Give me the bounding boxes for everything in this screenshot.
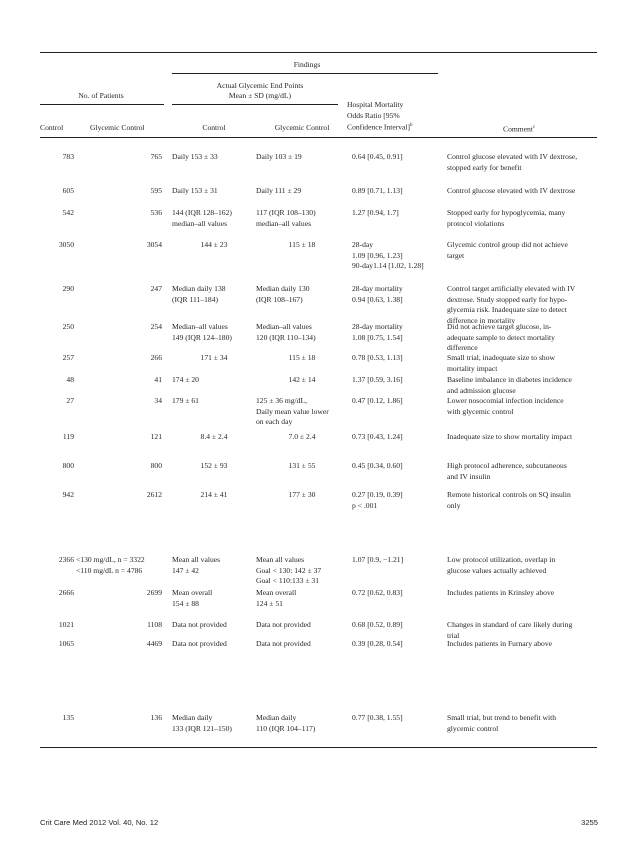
cell-odds-ratio-line: 28-day mortality <box>352 284 403 293</box>
cell-n-glycemic-line: 536 <box>150 208 162 217</box>
cell-odds-ratio-line: p < .001 <box>352 500 378 510</box>
cell-n-control-line: 2666 <box>58 588 74 597</box>
cell-n-control-line: 1021 <box>58 620 74 629</box>
header-col-comment-text: Comment <box>503 124 533 134</box>
header-col-comment <box>503 123 535 135</box>
cell-odds-ratio-line: 0.64 [0.45, 0.91] <box>352 152 403 161</box>
cell-odds-ratio-line: 90-day1.14 [1.02, 1.28] <box>352 261 424 270</box>
cell-comment-line: Control glucose elevated with IV dextrose <box>447 186 576 195</box>
cell-comment-line: only <box>447 500 461 510</box>
cell-n-glycemic-line: 254 <box>150 322 162 331</box>
cell-n-glycemic <box>76 432 162 443</box>
endpoints-underline <box>172 104 338 105</box>
cell-n-control <box>40 186 74 197</box>
cell-glycemic-value <box>256 639 348 650</box>
cell-control-value-line: Daily 153 ± 33 <box>172 152 218 161</box>
cell-comment <box>447 186 599 197</box>
cell-glycemic-value-line: 115 ± 18 <box>288 353 316 362</box>
cell-glycemic-value-line: 110 (IQR 104–117) <box>256 723 316 733</box>
cell-comment-line: difference <box>447 343 478 352</box>
cell-n-glycemic <box>76 555 162 576</box>
cell-n-glycemic <box>76 490 162 501</box>
cell-glycemic-value-line: Daily 103 ± 19 <box>256 152 302 161</box>
cell-comment-line: Lower nosocomial infection incidence <box>447 396 564 405</box>
cell-n-glycemic <box>76 208 162 219</box>
cell-glycemic-value <box>256 208 348 229</box>
header-col-glycemic: Glycemic Control <box>90 123 145 132</box>
cell-odds-ratio-line: 1.08 [0.75, 1.54] <box>352 332 403 342</box>
cell-control-value <box>172 353 256 364</box>
cell-comment-line: Remote historical controls on SQ insulin <box>447 490 571 499</box>
cell-comment <box>447 620 599 641</box>
cell-n-control-line: 542 <box>62 208 74 217</box>
cell-glycemic-value-line: 124 ± 51 <box>256 598 283 608</box>
cell-glycemic-value <box>256 555 348 587</box>
cell-glycemic-value <box>256 432 348 443</box>
cell-control-value-line: Mean all values <box>172 555 221 564</box>
cell-control-value-line: 152 ± 93 <box>200 461 228 470</box>
cell-comment-line: difference in mortality <box>447 315 516 325</box>
header-hosp-sup: b <box>410 123 413 128</box>
cell-comment-line: trial <box>447 630 460 640</box>
cell-odds-ratio-line: 0.68 [0.52, 0.89] <box>352 620 403 629</box>
cell-n-control-line: 48 <box>66 375 74 384</box>
cell-n-control <box>40 588 74 599</box>
cell-control-value-line: median–all values <box>172 218 228 228</box>
cell-n-control <box>40 461 74 472</box>
cell-comment <box>447 396 599 417</box>
cell-odds-ratio <box>352 375 444 386</box>
cell-glycemic-value-line: Mean all values <box>256 555 305 564</box>
cell-n-glycemic <box>76 284 162 295</box>
cell-comment <box>447 588 599 599</box>
cell-odds-ratio <box>352 322 444 343</box>
cell-n-control-line: 2366 <box>58 555 74 564</box>
cell-n-glycemic-line: 136 <box>150 713 162 722</box>
cell-odds-ratio-line: 0.39 [0.28, 0.54] <box>352 639 403 648</box>
cell-n-glycemic-line: 247 <box>150 284 162 293</box>
cell-control-value-line: 179 ± 61 <box>172 396 199 405</box>
cell-glycemic-value <box>256 152 348 163</box>
cell-n-control-line: 605 <box>62 186 74 195</box>
cell-glycemic-value <box>256 375 348 386</box>
cell-control-value <box>172 588 256 609</box>
cell-n-control <box>40 152 74 163</box>
cell-n-control-line: 27 <box>66 396 74 405</box>
cell-n-glycemic <box>76 186 162 197</box>
cell-glycemic-value <box>256 490 348 501</box>
cell-comment-line: Small trial, but trend to benefit with <box>447 713 557 722</box>
cell-comment-line: protocol violations <box>447 218 505 228</box>
cell-n-control-line: 135 <box>62 713 74 722</box>
cell-control-value-line: 214 ± 41 <box>200 490 228 499</box>
header-no-patients: No. of Patients <box>78 91 124 100</box>
cell-odds-ratio <box>352 620 444 631</box>
cell-comment-line: mortality impact <box>447 363 498 373</box>
cell-n-glycemic-line: 1108 <box>147 620 162 629</box>
cell-glycemic-value <box>256 713 348 734</box>
cell-control-value <box>172 620 256 631</box>
cell-control-value <box>172 461 256 472</box>
cell-comment-line: Stopped early for hypoglycemia, many <box>447 208 566 217</box>
cell-comment <box>447 284 599 326</box>
cell-glycemic-value-line: 120 (IQR 110–134) <box>256 332 316 342</box>
cell-odds-ratio-line: 0.72 [0.62, 0.83] <box>352 588 403 597</box>
cell-n-control-line: 290 <box>62 284 74 293</box>
cell-control-value <box>172 284 256 305</box>
cell-control-value <box>172 240 256 251</box>
cell-n-control <box>40 284 74 295</box>
cell-comment-line: Baseline imbalance in diabetes incidence <box>447 375 572 384</box>
cell-n-control-line: 257 <box>62 353 74 362</box>
cell-n-control-line: 800 <box>62 461 74 470</box>
cell-comment-line: Control glucose elevated with IV dextrose, <box>447 152 578 161</box>
findings-underline <box>172 73 438 74</box>
cell-n-control-line: 3050 <box>58 240 74 249</box>
cell-odds-ratio <box>352 186 444 197</box>
cell-glycemic-value <box>256 620 348 631</box>
cell-comment-line: Changes in standard of care likely during <box>447 620 573 629</box>
cell-glycemic-value-line: Median daily 130 <box>256 284 310 293</box>
cell-n-glycemic-line: 800 <box>150 461 162 470</box>
cell-n-glycemic <box>76 639 162 650</box>
header-hosp-line-3 <box>347 121 443 133</box>
cell-comment <box>447 375 599 396</box>
cell-control-value <box>172 152 256 163</box>
cell-comment <box>447 432 599 443</box>
cell-comment-line: Inadequate size to show mortality impact <box>447 432 573 441</box>
cell-n-control <box>40 555 74 566</box>
cell-control-value-line: 174 ± 20 <box>172 375 199 384</box>
cell-odds-ratio-line: 1.07 [0.9, −1.21] <box>352 555 404 564</box>
cell-glycemic-value-line: 125 ± 36 mg/dL, <box>256 396 307 405</box>
cell-odds-ratio <box>352 639 444 650</box>
cell-control-value <box>172 322 256 343</box>
cell-n-control <box>40 375 74 386</box>
cell-control-value <box>172 490 256 501</box>
cell-n-control <box>40 490 74 501</box>
cell-odds-ratio <box>352 353 444 364</box>
cell-glycemic-value-line: Median daily <box>256 713 297 722</box>
cell-glycemic-value-line: Mean overall <box>256 588 297 597</box>
cell-glycemic-value-line: Goal < 110:133 ± 31 <box>256 576 320 585</box>
cell-n-glycemic-line: 4469 <box>146 639 162 648</box>
cell-n-control <box>40 620 74 631</box>
cell-odds-ratio <box>352 555 444 566</box>
cell-control-value-line: 147 ± 42 <box>172 565 199 575</box>
cell-odds-ratio <box>352 396 444 407</box>
cell-odds-ratio-line: 0.78 [0.53, 1.13] <box>352 353 403 362</box>
cell-odds-ratio-line: 0.27 [0.19, 0.39] <box>352 490 403 499</box>
cell-glycemic-value-line: on each day <box>256 417 293 426</box>
cell-glycemic-value <box>256 461 348 472</box>
cell-glycemic-value <box>256 284 348 305</box>
cell-n-glycemic <box>76 353 162 364</box>
cell-odds-ratio-line: 0.45 [0.34, 0.60] <box>352 461 403 470</box>
cell-glycemic-value-line: Data not provided <box>256 620 311 629</box>
cell-comment <box>447 208 599 229</box>
cell-comment-line: with glycemic control <box>447 406 514 416</box>
cell-n-glycemic <box>76 588 162 599</box>
cell-glycemic-value-line: Data not provided <box>256 639 311 648</box>
cell-odds-ratio <box>352 588 444 599</box>
header-col-control: Control <box>40 123 64 132</box>
table-top-rule <box>40 52 597 53</box>
cell-comment <box>447 639 599 650</box>
cell-n-control <box>40 639 74 650</box>
cell-glycemic-value-line: Daily 111 ± 29 <box>256 186 302 195</box>
cell-comment-line: glucose values actually achieved <box>447 565 547 575</box>
header-hosp-line-1: Hospital Mortality <box>347 100 404 109</box>
cell-control-value-line: 144 ± 23 <box>200 240 228 249</box>
cell-n-glycemic-line: <110 mg/dL n = 4786 <box>76 565 143 575</box>
cell-odds-ratio <box>352 432 444 443</box>
header-hosp-line-2: Odds Ratio [95% <box>347 110 400 120</box>
cell-n-control <box>40 713 74 724</box>
cell-n-control-line: 250 <box>62 322 74 331</box>
cell-n-glycemic <box>76 375 162 386</box>
cell-n-glycemic-line: 2612 <box>146 490 162 499</box>
cell-comment-line: target <box>447 250 465 260</box>
cell-control-value-line: 171 ± 34 <box>200 353 228 362</box>
cell-odds-ratio-line: 1.37 [0.59, 3.16] <box>352 375 403 384</box>
cell-odds-ratio-line: 1.27 [0.94, 1.7] <box>352 208 399 217</box>
cell-n-glycemic-line: <130 mg/dL, n = 3322 <box>76 555 145 564</box>
cell-control-value-line: Median–all values <box>172 322 228 331</box>
cell-control-value <box>172 208 256 229</box>
footer-page: 3255 <box>581 818 598 827</box>
cell-comment-line: Includes patients in Krinsley above <box>447 588 555 597</box>
cell-odds-ratio <box>352 284 444 305</box>
cell-comment-line: glycemia risk. Inadequate size to detect <box>447 305 567 314</box>
cell-odds-ratio-line: 0.77 [0.38, 1.55] <box>352 713 403 722</box>
cell-control-value-line: Median daily 138 <box>172 284 226 293</box>
cell-n-glycemic-line: 34 <box>154 396 162 405</box>
cell-n-glycemic-line: 121 <box>150 432 162 441</box>
cell-comment <box>447 490 599 511</box>
table-bottom-rule <box>40 747 597 748</box>
cell-control-value <box>172 396 256 407</box>
cell-control-value-line: 144 (IQR 128–162) <box>172 208 232 217</box>
cell-comment-line: High protocol adherence, subcutaneous <box>447 461 567 470</box>
cell-n-control-line: 1065 <box>58 639 74 648</box>
header-actual-endpoints: Actual Glycemic End Points <box>216 81 304 90</box>
cell-glycemic-value <box>256 353 348 364</box>
header-col-control-2: Control <box>202 123 226 132</box>
cell-control-value-line: 149 (IQR 124–180) <box>172 332 232 342</box>
cell-comment <box>447 322 599 354</box>
cell-glycemic-value <box>256 240 348 251</box>
cell-odds-ratio <box>352 152 444 163</box>
cell-n-glycemic-line: 595 <box>150 186 162 195</box>
cell-glycemic-value-line: 177 ± 30 <box>288 490 316 499</box>
cell-n-glycemic <box>76 240 162 251</box>
cell-comment <box>447 240 599 261</box>
header-hosp-line-3-text: Confidence Interval] <box>347 122 411 132</box>
cell-n-control <box>40 353 74 364</box>
cell-control-value <box>172 555 256 576</box>
cell-n-glycemic <box>76 461 162 472</box>
cell-control-value <box>172 375 256 386</box>
cell-glycemic-value-line: 115 ± 18 <box>288 240 316 249</box>
cell-comment-line: glycemic control <box>447 723 499 733</box>
cell-n-glycemic-line: 765 <box>150 152 162 161</box>
cell-control-value-line: Daily 153 ± 31 <box>172 186 218 195</box>
cell-odds-ratio-line: 0.73 [0.43, 1.24] <box>352 432 403 441</box>
cell-comment-line: Low protocol utilization, overlap in <box>447 555 556 564</box>
header-hosp-mortality <box>347 100 443 133</box>
cell-glycemic-value-line: 131 ± 55 <box>288 461 316 470</box>
cell-control-value-line: Median daily <box>172 713 213 722</box>
cell-control-value <box>172 186 256 197</box>
cell-control-value-line: (IQR 111–184) <box>172 294 219 304</box>
cell-control-value-line: 8.4 ± 2.4 <box>200 432 228 441</box>
patients-underline <box>40 104 164 105</box>
cell-comment-line: Includes patients in Furnary above <box>447 639 553 648</box>
cell-n-glycemic <box>76 322 162 333</box>
cell-n-control-line: 783 <box>62 152 74 161</box>
cell-odds-ratio <box>352 461 444 472</box>
cell-n-glycemic-line: 2699 <box>146 588 162 597</box>
cell-glycemic-value <box>256 396 348 428</box>
cell-n-glycemic <box>76 396 162 407</box>
cell-n-glycemic <box>76 620 162 631</box>
cell-comment-line: Small trial, inadequate size to show <box>447 353 555 362</box>
cell-comment-line: Glycemic control group did not achieve <box>447 240 568 249</box>
cell-comment-line: stopped early for benefit <box>447 162 522 172</box>
cell-n-control <box>40 432 74 443</box>
cell-comment <box>447 713 599 734</box>
cell-n-glycemic <box>76 713 162 724</box>
cell-odds-ratio-line: 28-day mortality <box>352 322 403 331</box>
cell-odds-ratio-line: 0.94 [0.63, 1.38] <box>352 294 403 304</box>
cell-glycemic-value <box>256 322 348 343</box>
cell-n-control-line: 119 <box>62 432 74 441</box>
cell-n-control <box>40 208 74 219</box>
cell-control-value <box>172 639 256 650</box>
cell-glycemic-value-line: 7.0 ± 2.4 <box>288 432 316 441</box>
cell-n-control-line: 942 <box>62 490 74 499</box>
cell-n-control <box>40 322 74 333</box>
cell-odds-ratio <box>352 490 444 511</box>
cell-comment-line: dextrose. Study stopped early for hypo- <box>447 294 568 304</box>
cell-comment-line: and IV insulin <box>447 471 491 481</box>
cell-control-value <box>172 432 256 443</box>
cell-control-value <box>172 713 256 734</box>
cell-comment <box>447 461 599 482</box>
cell-odds-ratio <box>352 240 444 272</box>
cell-odds-ratio-line: 1.09 [0.96, 1.23] <box>352 250 403 260</box>
cell-n-glycemic-line: 266 <box>150 353 162 362</box>
cell-glycemic-value-line: Daily mean value lower <box>256 406 329 416</box>
cell-comment-line: Did not achieve target glucose, in- <box>447 322 552 331</box>
header-col-glycemic-2: Glycemic Control <box>274 123 330 132</box>
cell-n-glycemic-line: 3054 <box>146 240 162 249</box>
cell-control-value-line: 133 (IQR 121–150) <box>172 723 232 733</box>
cell-control-value-line: 154 ± 88 <box>172 598 199 608</box>
header-bottom-rule <box>40 137 597 138</box>
cell-glycemic-value <box>256 186 348 197</box>
cell-comment <box>447 555 599 576</box>
header-mean-sd: Mean ± SD (mg/dL) <box>228 91 292 100</box>
cell-comment <box>447 152 599 173</box>
cell-n-control <box>40 396 74 407</box>
header-comment-sup: c <box>532 125 536 130</box>
header-findings: Findings <box>293 60 321 69</box>
cell-n-glycemic-line: 41 <box>154 375 162 384</box>
cell-control-value-line: Data not provided <box>172 639 227 648</box>
cell-glycemic-value-line: 142 ± 14 <box>288 375 316 384</box>
footer-journal: Crit Care Med 2012 Vol. 40, No. 12 <box>40 818 159 827</box>
cell-n-control <box>40 240 74 251</box>
cell-comment-line: Control target artificially elevated with IV <box>447 284 576 293</box>
cell-control-value-line: Data not provided <box>172 620 227 629</box>
cell-glycemic-value <box>256 588 348 609</box>
cell-glycemic-value-line: Goal < 130: 142 ± 37 <box>256 565 322 575</box>
cell-glycemic-value-line: (IQR 108–167) <box>256 294 303 304</box>
cell-glycemic-value-line: 117 (IQR 108–130) <box>256 208 316 217</box>
cell-comment-line: and admission glucose <box>447 385 516 395</box>
cell-glycemic-value-line: Median–all values <box>256 322 312 331</box>
cell-odds-ratio-line: 0.89 [0.71, 1.13] <box>352 186 403 195</box>
cell-comment-line: adequate sample to detect mortality <box>447 332 555 342</box>
cell-n-glycemic <box>76 152 162 163</box>
cell-glycemic-value-line: median–all values <box>256 218 312 228</box>
cell-odds-ratio-line: 0.47 [0.12, 1.86] <box>352 396 403 405</box>
cell-odds-ratio <box>352 713 444 724</box>
cell-odds-ratio-line: 28-day <box>352 240 374 249</box>
cell-odds-ratio <box>352 208 444 219</box>
cell-comment <box>447 353 599 374</box>
cell-control-value-line: Mean overall <box>172 588 213 597</box>
